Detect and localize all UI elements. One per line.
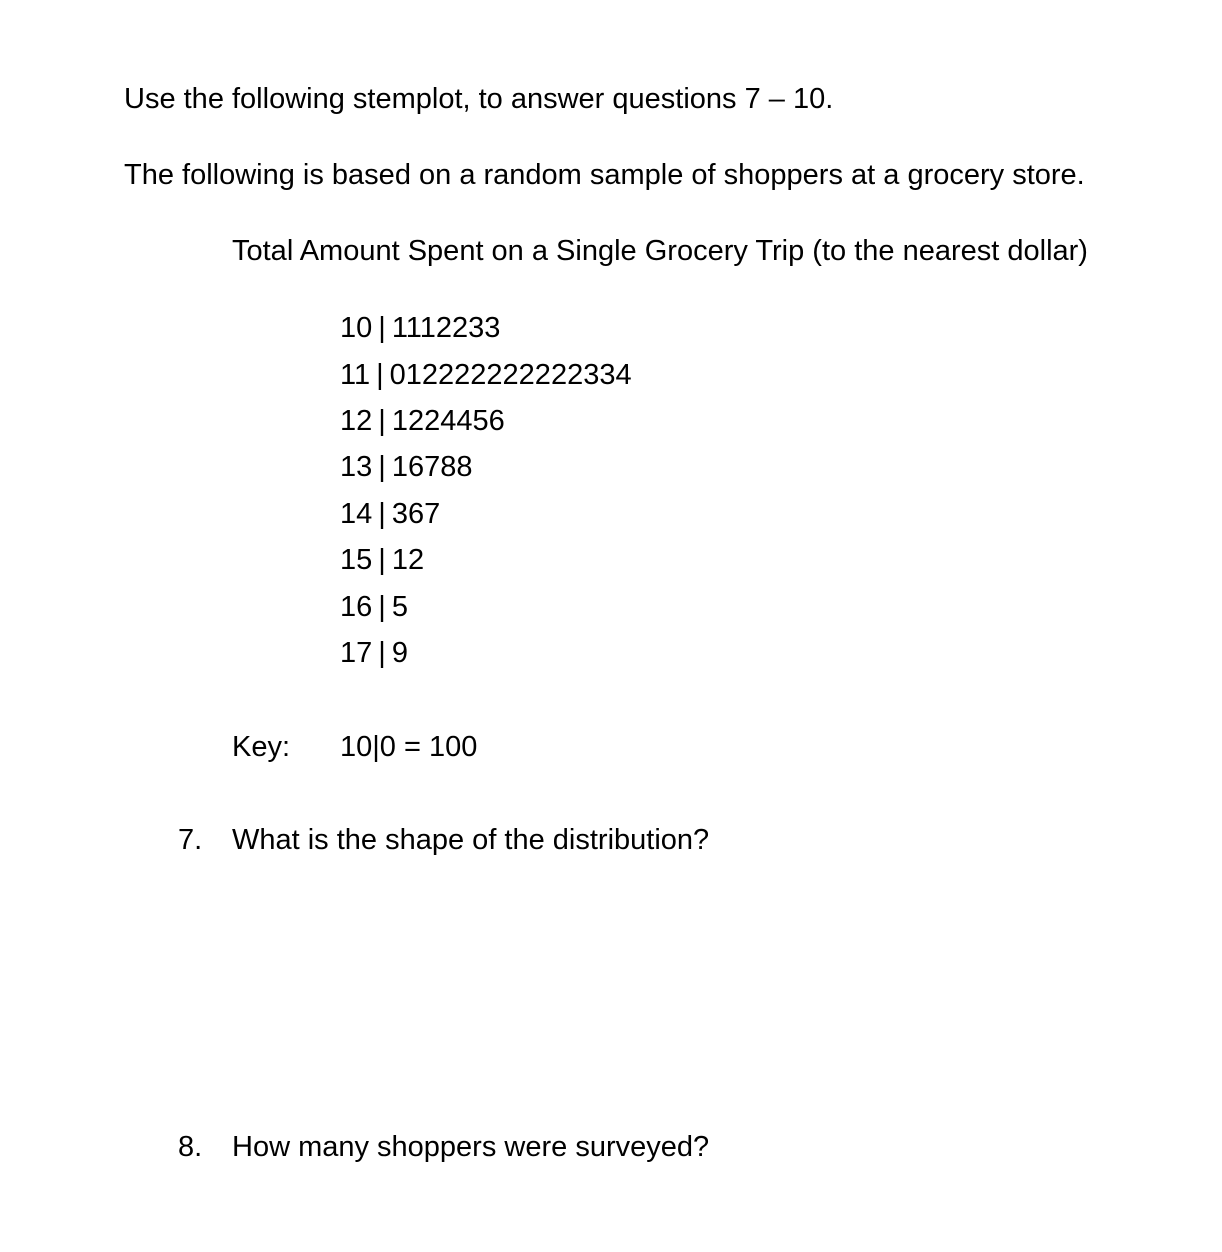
stemplot-row xyxy=(340,593,408,622)
leaves: 1224456 xyxy=(391,405,505,437)
key-label: Key: xyxy=(232,731,291,763)
stemplot-row xyxy=(340,639,408,668)
stem-separator: | xyxy=(378,498,386,530)
stemplot-row xyxy=(340,361,632,390)
question-text: What is the shape of the distribution? xyxy=(232,824,710,856)
stem: 11 xyxy=(340,359,371,391)
intro-text: Use the following stemplot, to answer questions 7 – 10. xyxy=(124,83,834,115)
question-text: How many shoppers were surveyed? xyxy=(232,1131,710,1163)
leaves: 012222222222334 xyxy=(389,359,632,391)
stemplot-row xyxy=(340,407,505,436)
leaves: 1112233 xyxy=(391,312,501,344)
stemplot-row xyxy=(340,314,500,343)
stemplot-row xyxy=(340,500,440,529)
leaves: 16788 xyxy=(391,451,473,483)
stem: 16 xyxy=(340,591,373,623)
stem-separator: | xyxy=(378,312,386,344)
stem-separator: | xyxy=(378,591,386,623)
leaves: 5 xyxy=(391,591,408,623)
question-number: 7. xyxy=(178,824,203,856)
stem: 15 xyxy=(340,544,373,576)
leaves: 9 xyxy=(391,637,408,669)
stem: 10 xyxy=(340,312,373,344)
stem: 17 xyxy=(340,637,373,669)
question-number: 8. xyxy=(178,1131,203,1163)
stemplot-row xyxy=(340,546,424,575)
leaves: 12 xyxy=(391,544,425,576)
key-value: 10|0 = 100 xyxy=(340,731,478,763)
question-8 xyxy=(178,1133,709,1162)
stemplot-title: Total Amount Spent on a Single Grocery Trip (to the nearest dollar) xyxy=(232,235,1088,267)
stem: 14 xyxy=(340,498,373,530)
context-text: The following is based on a random sample of shoppers at a grocery store. xyxy=(124,159,1085,191)
stem-separator: | xyxy=(378,451,386,483)
stem: 12 xyxy=(340,405,373,437)
question-7 xyxy=(178,826,709,855)
stem-separator: | xyxy=(376,359,384,391)
stemplot-row xyxy=(340,453,472,482)
stem-separator: | xyxy=(378,637,386,669)
stem-separator: | xyxy=(378,544,386,576)
leaves: 367 xyxy=(391,498,441,530)
stem: 13 xyxy=(340,451,373,483)
stem-separator: | xyxy=(378,405,386,437)
